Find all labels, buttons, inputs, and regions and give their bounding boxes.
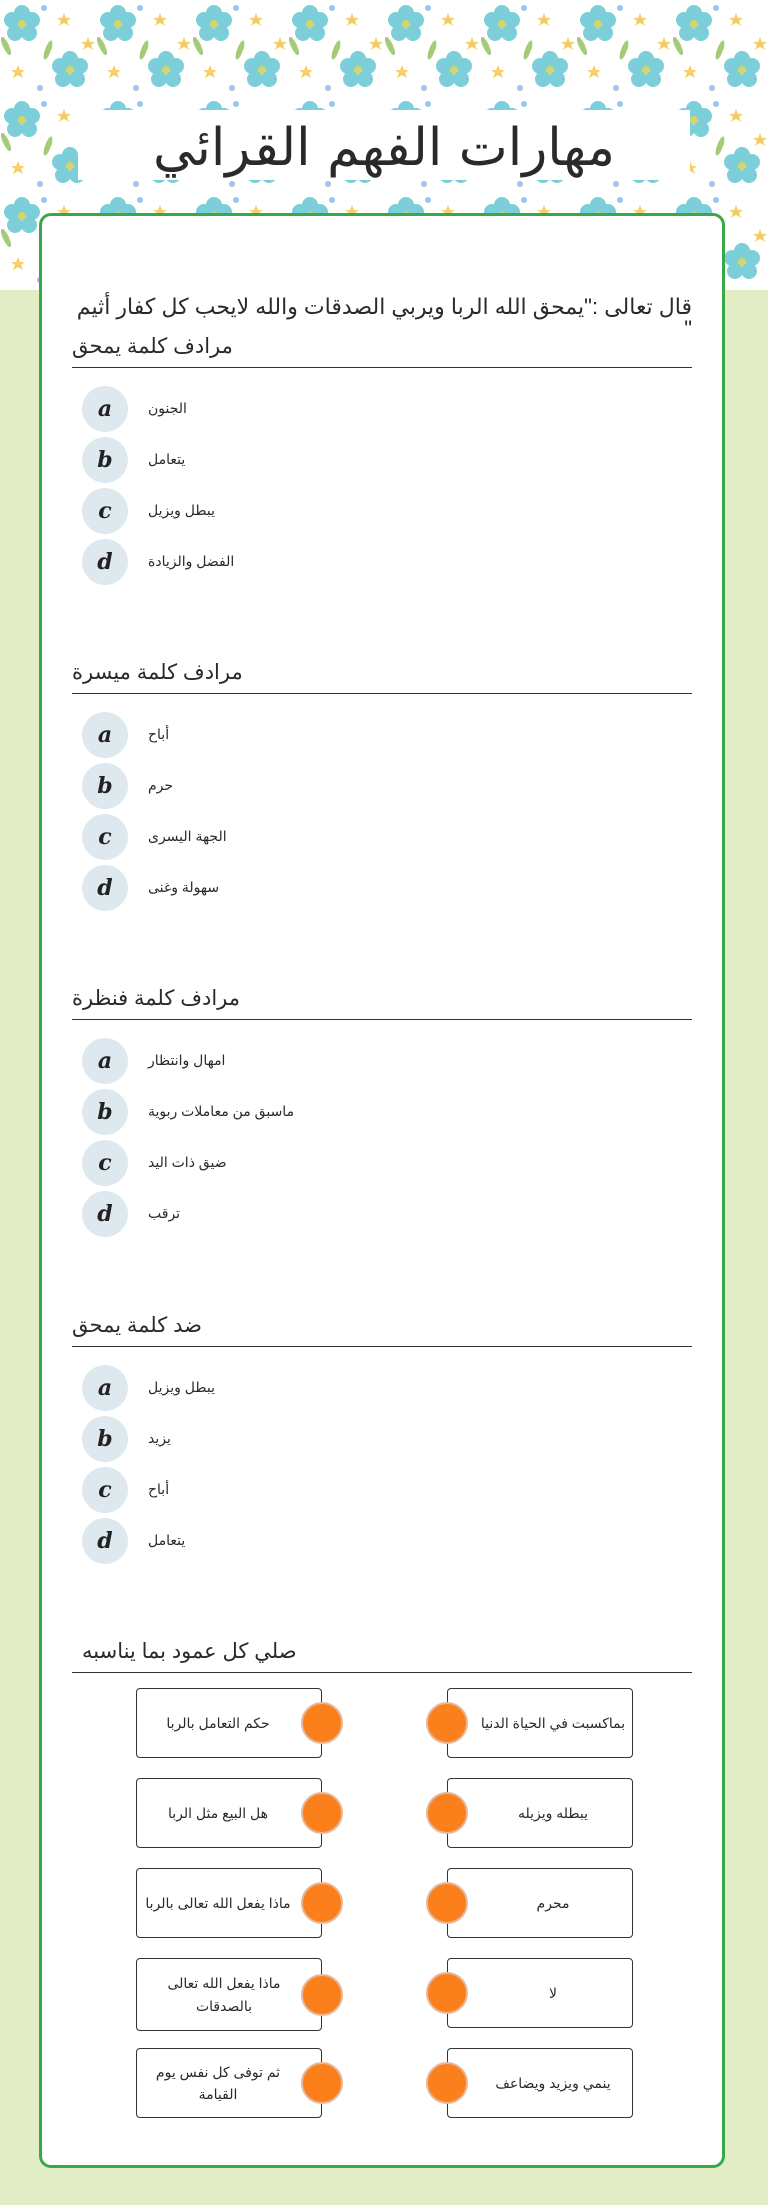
option-c[interactable]: [82, 1464, 215, 1515]
option-letter-badge: d: [82, 539, 128, 585]
match-right-connector[interactable]: [426, 1972, 468, 2014]
question-4-options: [82, 1362, 215, 1566]
page-title: مهارات الفهم القرائي: [153, 118, 615, 178]
question-2-heading-text: مرادف كلمة ميسرة: [72, 661, 243, 684]
option-text: الجهة اليسرى: [148, 828, 227, 844]
option-text: ماسبق من معاملات ربوية: [148, 1103, 295, 1119]
option-text: سهولة وغنى: [148, 879, 220, 895]
option-letter-badge: d: [82, 865, 128, 911]
worksheet-card: [39, 213, 725, 2168]
option-text: أباح: [148, 1481, 170, 1497]
option-c[interactable]: [82, 1137, 294, 1188]
option-letter-badge: a: [82, 712, 128, 758]
match-left-connector[interactable]: [301, 1882, 343, 1924]
option-text: أباح: [148, 726, 170, 742]
option-letter-badge: b: [82, 1089, 128, 1135]
option-text: يبطل ويزيل: [148, 502, 215, 518]
option-text: الجنون: [148, 400, 187, 416]
option-d[interactable]: [82, 536, 234, 587]
match-row-4: [42, 1958, 722, 2030]
option-b[interactable]: [82, 760, 227, 811]
match-left-connector[interactable]: [301, 1792, 343, 1834]
matching-heading: [72, 1639, 692, 1673]
option-letter-badge: c: [82, 1467, 128, 1513]
option-a[interactable]: [82, 709, 227, 760]
option-text: يتعامل: [148, 451, 186, 467]
option-a[interactable]: [82, 383, 234, 434]
match-left-item: حكم التعامل بالربا: [136, 1688, 322, 1758]
option-letter-badge: c: [82, 814, 128, 860]
question-2-heading: [72, 660, 692, 694]
match-left-item: هل البيع مثل الربا: [136, 1778, 322, 1848]
match-right-item: محرم: [447, 1868, 633, 1938]
option-text: امهال وانتظار: [148, 1052, 226, 1068]
match-right-item: ينمي ويزيد ويضاعف: [447, 2048, 633, 2118]
page-title-box: [78, 110, 690, 180]
match-left-connector[interactable]: [301, 1702, 343, 1744]
option-c[interactable]: [82, 811, 227, 862]
option-letter-badge: c: [82, 1140, 128, 1186]
option-d[interactable]: [82, 1188, 294, 1239]
match-row-1: [42, 1688, 722, 1760]
option-letter-badge: b: [82, 763, 128, 809]
option-text: يبطل ويزيل: [148, 1379, 215, 1395]
option-letter-badge: b: [82, 1416, 128, 1462]
match-right-connector[interactable]: [426, 1702, 468, 1744]
match-left-item: ماذا يفعل الله تعالى بالربا: [136, 1868, 322, 1938]
option-letter-badge: d: [82, 1191, 128, 1237]
option-letter-badge: b: [82, 437, 128, 483]
quran-verse-intro: قال تعالى :"يمحق الله الربا ويربي الصدقات والله لايحب كل كفار أثيم ": [76, 294, 692, 341]
question-1-heading-text: مرادف كلمة يمحق: [72, 335, 233, 358]
match-left-item: ماذا يفعل الله تعالى بالصدقات: [136, 1958, 322, 2031]
match-right-connector[interactable]: [426, 1792, 468, 1834]
match-left-connector[interactable]: [301, 2062, 343, 2104]
match-left-connector[interactable]: [301, 1974, 343, 2016]
matching-heading-text: صلي كل عمود بما يناسبه: [82, 1640, 297, 1663]
match-row-5: [42, 2048, 722, 2120]
question-1-heading: [72, 334, 692, 368]
match-right-connector[interactable]: [426, 2062, 468, 2104]
option-a[interactable]: [82, 1362, 215, 1413]
option-d[interactable]: [82, 862, 227, 913]
match-row-2: [42, 1778, 722, 1850]
match-right-item: بماكسبت في الحياة الدنيا: [447, 1688, 633, 1758]
option-text: يزيد: [148, 1430, 171, 1446]
match-right-connector[interactable]: [426, 1882, 468, 1924]
match-right-item: لا: [447, 1958, 633, 2028]
option-text: ضيق ذات اليد: [148, 1154, 227, 1170]
option-d[interactable]: [82, 1515, 215, 1566]
question-4-heading: [72, 1313, 692, 1347]
option-text: يتعامل: [148, 1532, 186, 1548]
option-letter-badge: a: [82, 1038, 128, 1084]
match-row-3: [42, 1868, 722, 1940]
option-letter-badge: d: [82, 1518, 128, 1564]
question-3-heading: [72, 986, 692, 1020]
question-1-options: [82, 383, 234, 587]
option-text: حرم: [148, 777, 174, 793]
option-letter-badge: a: [82, 386, 128, 432]
question-2-options: [82, 709, 227, 913]
option-letter-badge: a: [82, 1365, 128, 1411]
option-c[interactable]: [82, 485, 234, 536]
question-3-heading-text: مرادف كلمة فنظرة: [72, 987, 240, 1010]
option-text: ترقب: [148, 1205, 181, 1221]
option-text: الفضل والزيادة: [148, 553, 235, 569]
option-b[interactable]: [82, 1086, 294, 1137]
option-letter-badge: c: [82, 488, 128, 534]
option-b[interactable]: [82, 434, 234, 485]
option-a[interactable]: [82, 1035, 294, 1086]
match-left-item: ثم توفى كل نفس يوم القيامة: [136, 2048, 322, 2118]
match-right-item: يبطله ويزيله: [447, 1778, 633, 1848]
question-4-heading-text: ضد كلمة يمحق: [72, 1314, 202, 1337]
question-3-options: [82, 1035, 294, 1239]
option-b[interactable]: [82, 1413, 215, 1464]
